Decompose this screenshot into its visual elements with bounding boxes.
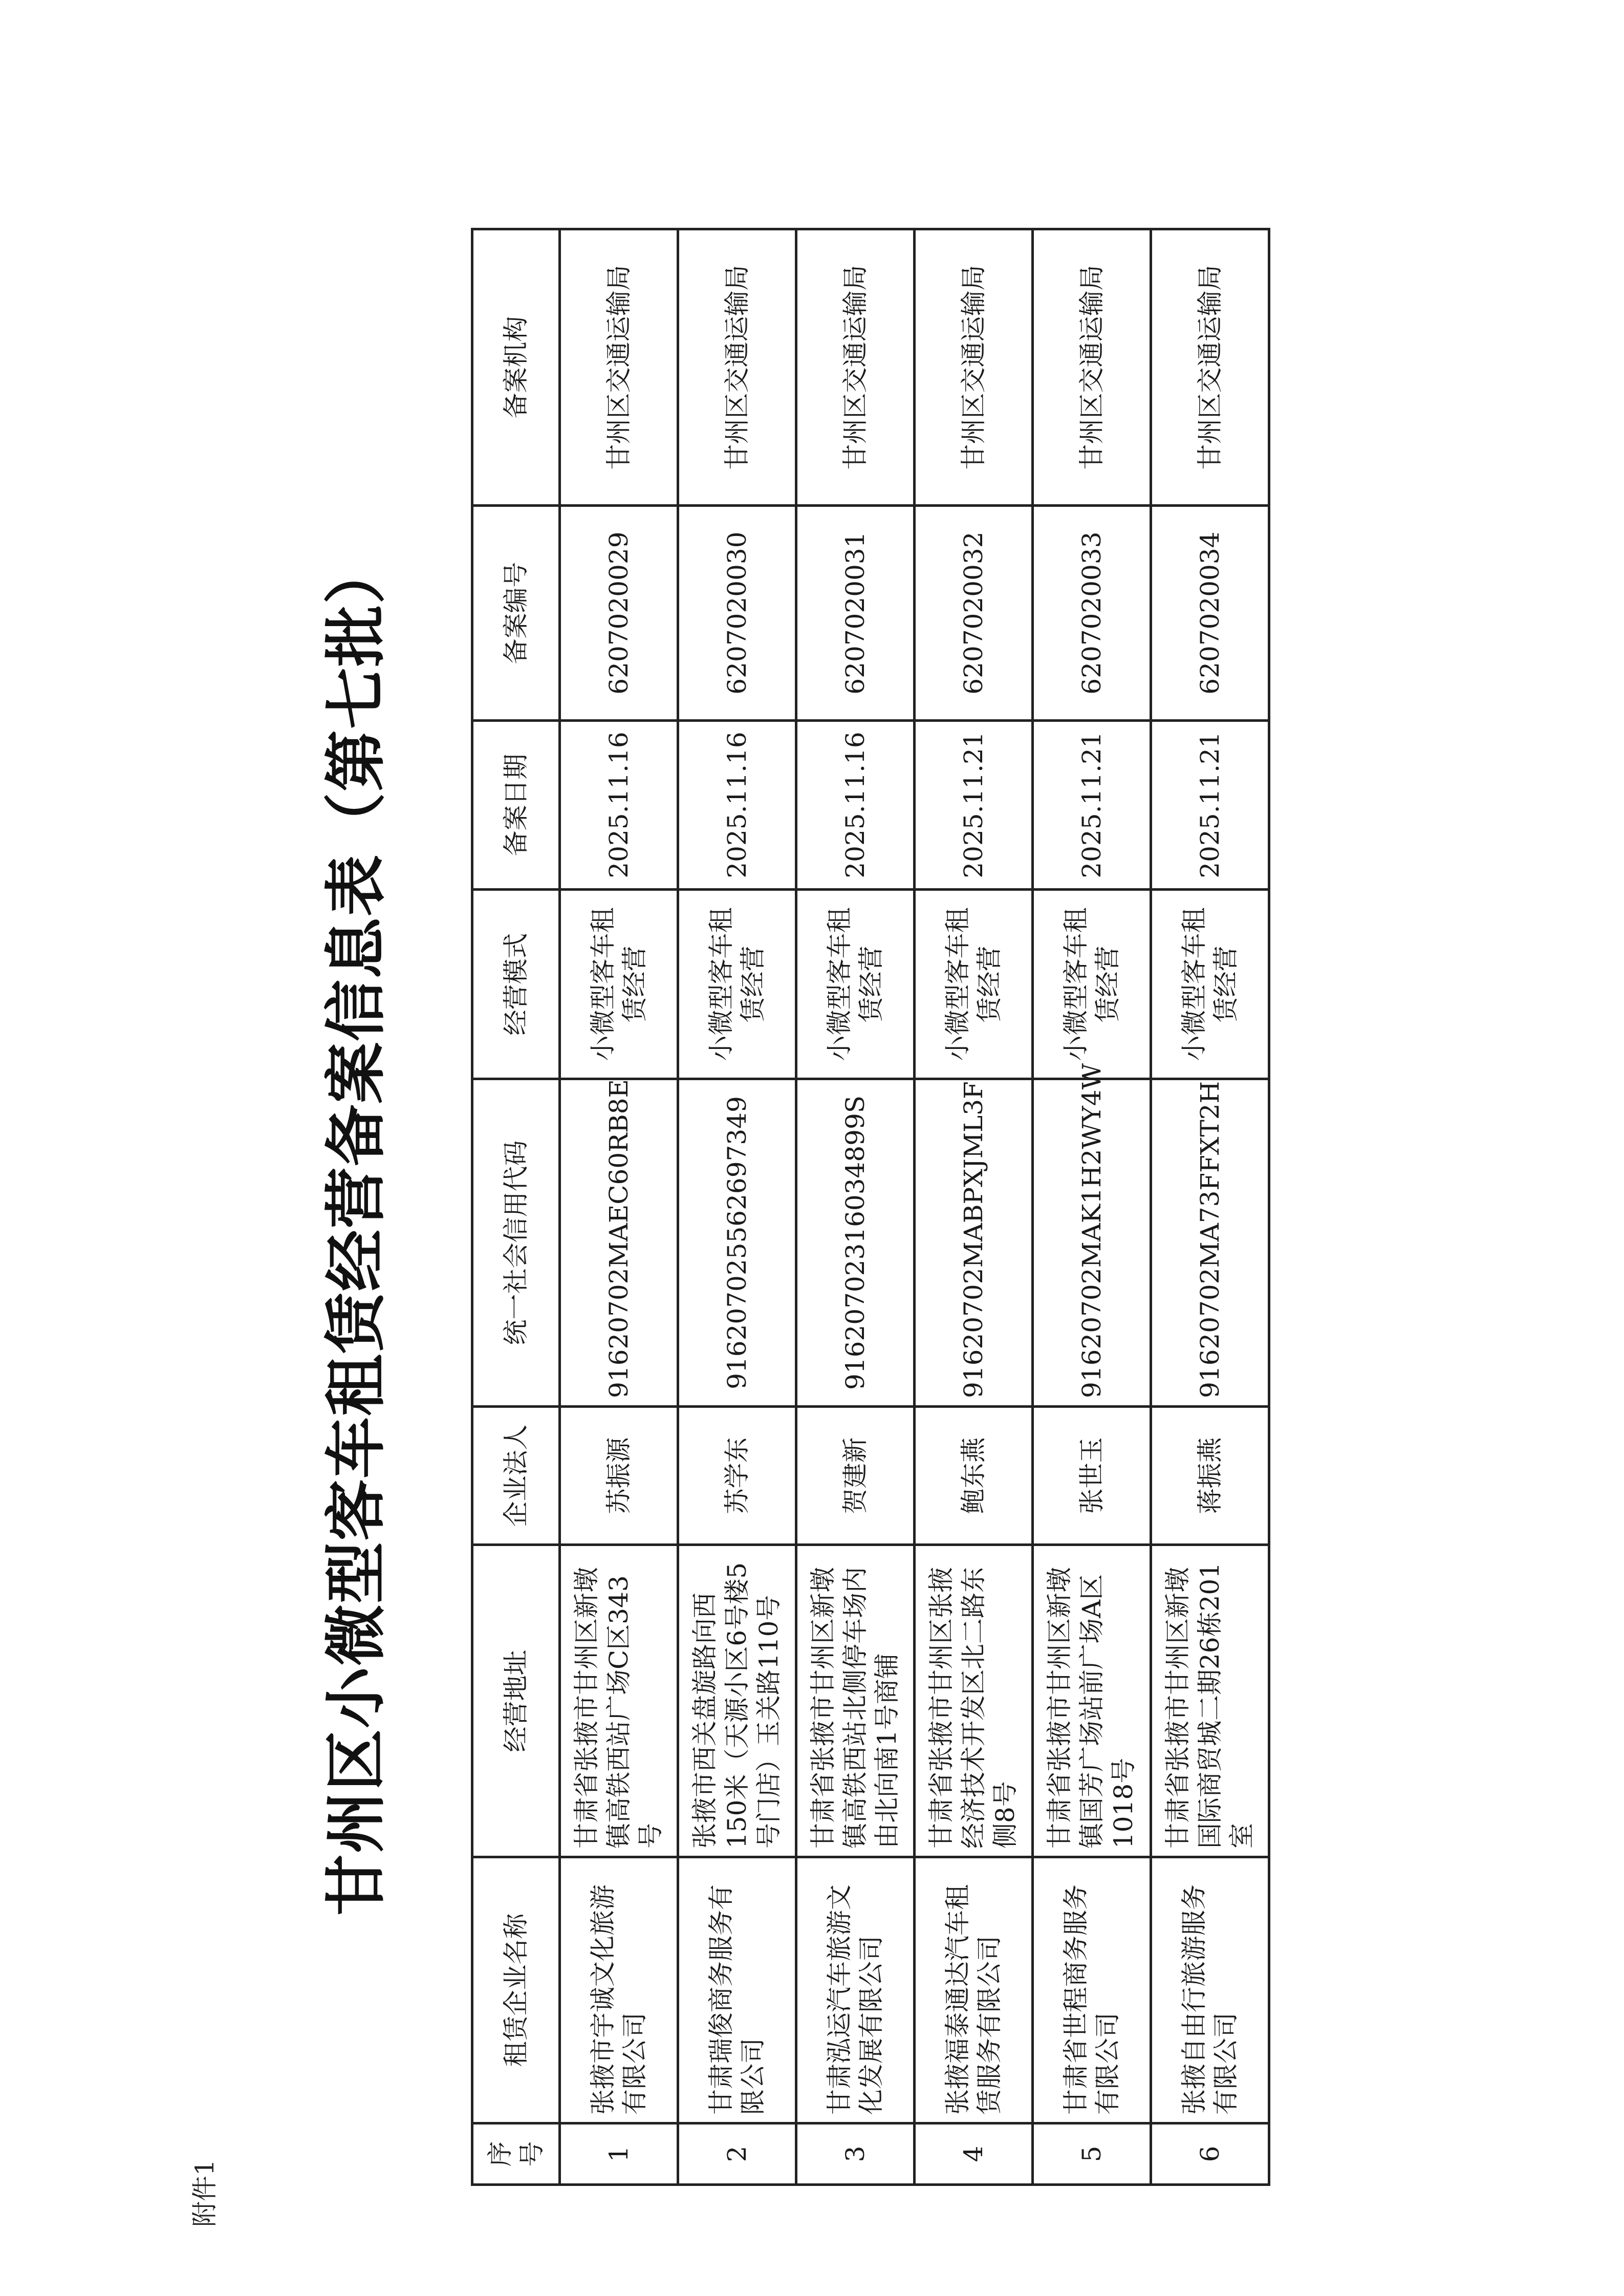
table-row [678, 229, 796, 2185]
cell-company: 甘肃泓运汽车旅游文化发展有限公司 [796, 1857, 915, 2123]
cell-legal-person: 贺建新 [796, 1407, 915, 1545]
header-legal-person: 企业法人 [472, 1407, 560, 1545]
document-title: 甘州区小微型客车租赁经营备案信息表（第七批） [321, 542, 392, 1916]
cell-credit-code: 91620702MABPXJML3F [915, 1079, 1033, 1407]
cell-date: 2025.11.16 [796, 721, 915, 890]
cell-credit-code: 91620702MA73FFXT2H [1151, 1079, 1269, 1407]
cell-authority: 甘州区交通运输局 [1151, 229, 1269, 506]
cell-seq: 6 [1151, 2123, 1269, 2185]
table-row [1151, 229, 1269, 2185]
cell-address: 甘肃省张掖市甘州区新墩镇高铁西站广场C区343号 [560, 1545, 678, 1857]
cell-address: 甘肃省张掖市甘州区张掖经济技术开发区北二路东侧8号 [915, 1545, 1033, 1857]
cell-company: 甘肃省世程商务服务有限公司 [1033, 1857, 1151, 2123]
cell-credit-code: 91620702MAK1H2WY4W [1033, 1079, 1151, 1407]
cell-mode: 小微型客车租赁经营 [1033, 890, 1151, 1079]
cell-record-no: 6207020031 [796, 506, 915, 721]
cell-mode: 小微型客车租赁经营 [915, 890, 1033, 1079]
attachment-label: 附件1 [190, 2159, 220, 2227]
cell-address: 甘肃省张掖市甘州区新墩国际商贸城二期26栋201室 [1151, 1545, 1269, 1857]
cell-seq: 2 [678, 2123, 796, 2185]
table-header-row [472, 229, 560, 2185]
cell-authority: 甘州区交通运输局 [560, 229, 678, 506]
header-address: 经营地址 [472, 1545, 560, 1857]
cell-record-no: 6207020030 [678, 506, 796, 721]
cell-mode: 小微型客车租赁经营 [678, 890, 796, 1079]
cell-mode: 小微型客车租赁经营 [1151, 890, 1269, 1079]
header-authority: 备案机构 [472, 229, 560, 506]
cell-company: 张掖自由行旅游服务有限公司 [1151, 1857, 1269, 2123]
cell-date: 2025.11.16 [678, 721, 796, 890]
header-seq: 序号 [472, 2123, 560, 2185]
cell-date: 2025.11.21 [1151, 721, 1269, 890]
header-record-no: 备案编号 [472, 506, 560, 721]
header-company: 租赁企业名称 [472, 1857, 560, 2123]
cell-date: 2025.11.16 [560, 721, 678, 890]
cell-company: 张掖市宇诚文化旅游有限公司 [560, 1857, 678, 2123]
cell-company: 张掖福泰通达汽车租赁服务有限公司 [915, 1857, 1033, 2123]
cell-credit-code: 916207025562697349 [678, 1079, 796, 1407]
table-row [796, 229, 915, 2185]
cell-record-no: 6207020034 [1151, 506, 1269, 721]
cell-legal-person: 苏振源 [560, 1407, 678, 1545]
cell-record-no: 6207020033 [1033, 506, 1151, 721]
header-credit-code: 统一社会信用代码 [472, 1079, 560, 1407]
cell-legal-person: 苏学东 [678, 1407, 796, 1545]
cell-company: 甘肃瑞俊商务服务有限公司 [678, 1857, 796, 2123]
cell-credit-code: 91620702316034899S [796, 1079, 915, 1407]
cell-credit-code: 91620702MAEC60RB8E [560, 1079, 678, 1407]
cell-address: 甘肃省张掖市甘州区新墩镇国芳广场站前广场A区1018号 [1033, 1545, 1151, 1857]
filing-records-table [471, 228, 1270, 2186]
cell-date: 2025.11.21 [1033, 721, 1151, 890]
cell-mode: 小微型客车租赁经营 [560, 890, 678, 1079]
cell-record-no: 6207020029 [560, 506, 678, 721]
cell-authority: 甘州区交通运输局 [796, 229, 915, 506]
cell-legal-person: 鲍东燕 [915, 1407, 1033, 1545]
table-row [560, 229, 678, 2185]
cell-seq: 4 [915, 2123, 1033, 2185]
cell-seq: 5 [1033, 2123, 1151, 2185]
table-row [1033, 229, 1151, 2185]
cell-date: 2025.11.21 [915, 721, 1033, 890]
table-row [915, 229, 1033, 2185]
cell-record-no: 6207020032 [915, 506, 1033, 721]
cell-authority: 甘州区交通运输局 [678, 229, 796, 506]
cell-address: 张掖市西关盘旋路向西150米（天源小区6号楼5号门店）玉关路110号 [678, 1545, 796, 1857]
cell-address: 甘肃省张掖市甘州区新墩镇高铁西站北侧停车场内由北向南1号商铺 [796, 1545, 915, 1857]
cell-mode: 小微型客车租赁经营 [796, 890, 915, 1079]
rotated-document-sheet [184, 230, 1515, 2227]
cell-authority: 甘州区交通运输局 [915, 229, 1033, 506]
cell-legal-person: 张世玉 [1033, 1407, 1151, 1545]
header-mode: 经营模式 [472, 890, 560, 1079]
cell-seq: 1 [560, 2123, 678, 2185]
header-date: 备案日期 [472, 721, 560, 890]
cell-authority: 甘州区交通运输局 [1033, 229, 1151, 506]
cell-legal-person: 蒋振燕 [1151, 1407, 1269, 1545]
cell-seq: 3 [796, 2123, 915, 2185]
